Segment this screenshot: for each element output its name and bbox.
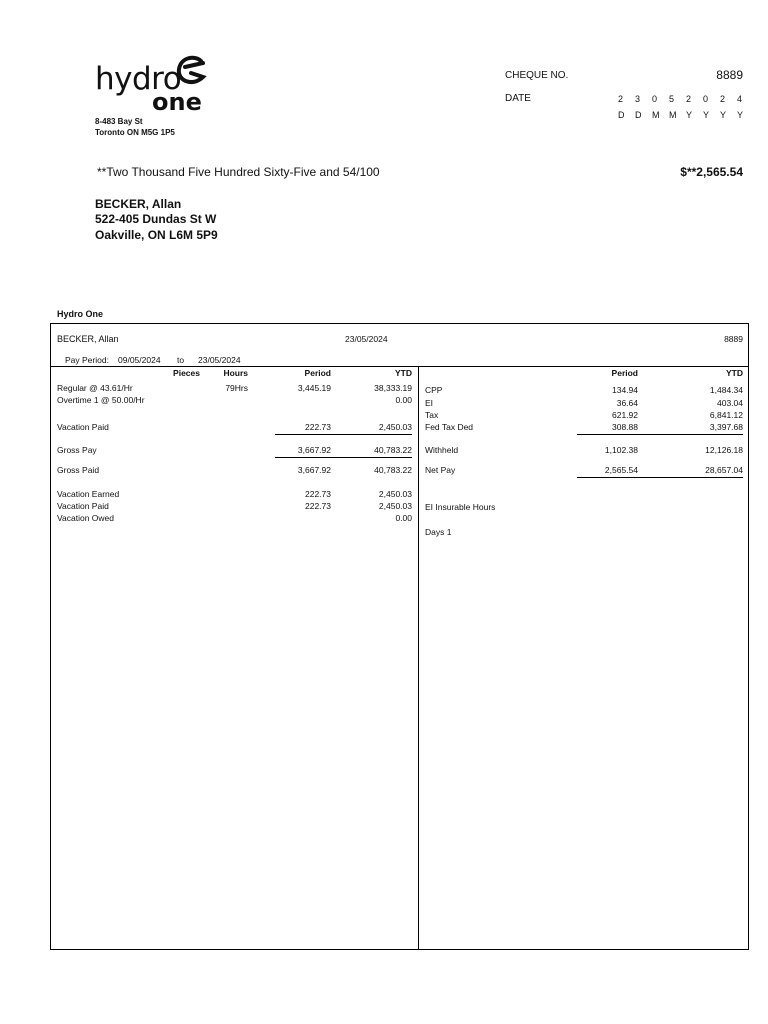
deduction-label: EI — [425, 398, 434, 408]
vacation-period: 222.73 — [305, 501, 331, 511]
vacation-period: 222.73 — [305, 489, 331, 499]
stub-column-divider — [418, 366, 419, 950]
subtotal-rule — [275, 457, 412, 458]
earning-label: Vacation Paid — [57, 422, 109, 432]
company-address-line1: 8-483 Bay St — [95, 117, 143, 126]
vacation-label: Vacation Owed — [57, 513, 115, 523]
date-format-letter: Y — [686, 110, 693, 120]
deduction-label: CPP — [425, 385, 443, 395]
earning-hours: 79Hrs — [225, 383, 248, 393]
earning-label: Gross Paid — [57, 465, 100, 475]
deduction-ytd: 12,126.18 — [705, 445, 743, 455]
earning-label: Regular @ 43.61/Hr — [57, 383, 133, 393]
cheque-amount: $**2,565.54 — [680, 165, 743, 179]
pay-stub-box — [50, 323, 749, 950]
stub-company-name: Hydro One — [57, 309, 104, 319]
date-format-letter: Y — [737, 110, 744, 120]
earning-ytd: 2,450.03 — [378, 422, 412, 432]
earning-ytd: 40,783.22 — [374, 465, 412, 475]
date-format-letter: M — [652, 110, 660, 120]
vacation-ytd: 2,450.03 — [378, 501, 412, 511]
deduction-label: Fed Tax Ded — [425, 422, 474, 432]
earning-period: 3,667.92 — [297, 445, 331, 455]
company-logo — [95, 55, 215, 117]
date-digit: 3 — [635, 94, 641, 104]
logo-text-one: one — [152, 88, 202, 116]
date-format-letter: M — [669, 110, 677, 120]
stub-date: 23/05/2024 — [345, 334, 388, 344]
earning-period: 3,667.92 — [297, 465, 331, 475]
header-right-period: Period — [611, 368, 638, 378]
earning-label: Overtime 1 @ 50.00/Hr — [57, 395, 145, 405]
header-right-ytd: YTD — [726, 368, 743, 378]
earning-ytd: 40,783.22 — [374, 445, 412, 455]
deduction-ytd: 403.04 — [717, 398, 743, 408]
header-ytd: YTD — [395, 368, 412, 378]
cheque-number-label: CHEQUE NO. — [505, 70, 569, 81]
earning-period: 222.73 — [305, 422, 331, 432]
cheque-number: 8889 — [716, 68, 743, 82]
vacation-ytd: 0.00 — [395, 513, 412, 523]
date-label: DATE — [505, 93, 531, 104]
deduction-label: Withheld — [425, 445, 459, 455]
pay-period-from: 09/05/2024 — [118, 355, 161, 365]
vacation-label: Vacation Earned — [57, 489, 120, 499]
deduction-total-rule — [577, 434, 743, 435]
net-pay-rule — [577, 477, 743, 478]
amount-in-words: **Two Thousand Five Hundred Sixty-Five and 54/100 — [97, 165, 380, 179]
header-hours: Hours — [223, 368, 248, 378]
earning-label: Gross Pay — [57, 445, 97, 455]
deduction-period: 308.88 — [612, 422, 638, 432]
days-label: Days 1 — [425, 527, 452, 537]
date-digit: 2 — [720, 94, 726, 104]
stub-employee-name: BECKER, Allan — [57, 334, 119, 344]
date-digit: 4 — [737, 94, 743, 104]
header-period: Period — [304, 368, 331, 378]
payee-address-line2: Oakville, ON L6M 5P9 — [95, 228, 218, 242]
deduction-ytd: 1,484.34 — [709, 385, 743, 395]
deduction-label: Tax — [425, 410, 439, 420]
company-address-line2: Toronto ON M5G 1P5 — [95, 128, 175, 137]
vacation-ytd: 2,450.03 — [378, 489, 412, 499]
stub-header-divider — [50, 366, 749, 367]
earning-ytd: 0.00 — [395, 395, 412, 405]
date-digit: 2 — [618, 94, 624, 104]
earning-ytd: 38,333.19 — [374, 383, 412, 393]
vacation-label: Vacation Paid — [57, 501, 109, 511]
date-format-letter: D — [635, 110, 642, 120]
header-pieces: Pieces — [173, 368, 200, 378]
deduction-ytd: 28,657.04 — [705, 465, 743, 475]
deduction-ytd: 3,397.68 — [709, 422, 743, 432]
date-digit: 5 — [669, 94, 675, 104]
deduction-period: 2,565.54 — [604, 465, 638, 475]
deduction-period: 621.92 — [612, 410, 638, 420]
date-digit: 2 — [686, 94, 692, 104]
earning-period: 3,445.19 — [297, 383, 331, 393]
date-digit: 0 — [703, 94, 709, 104]
deduction-period: 36.64 — [616, 398, 638, 408]
date-digit: 0 — [652, 94, 658, 104]
pay-period-label: Pay Period: — [65, 355, 109, 365]
stub-cheque-number: 8889 — [724, 334, 743, 344]
date-digits — [618, 94, 746, 122]
date-format-letter: Y — [720, 110, 727, 120]
payee-address-line1: 522-405 Dundas St W — [95, 212, 217, 226]
date-format-letter: D — [618, 110, 625, 120]
payee-name: BECKER, Allan — [95, 197, 182, 211]
deduction-ytd: 6,841.12 — [709, 410, 743, 420]
pay-period-to: 23/05/2024 — [198, 355, 241, 365]
logo-text-hydro: hydro — [95, 61, 182, 97]
logo-swirl-icon — [171, 55, 211, 87]
subtotal-rule — [275, 434, 412, 435]
date-format-letter: Y — [703, 110, 710, 120]
deduction-label: Net Pay — [425, 465, 456, 475]
pay-period-to-label: to — [177, 355, 185, 365]
deduction-period: 1,102.38 — [604, 445, 638, 455]
ei-insurable-hours-label: EI Insurable Hours — [425, 502, 496, 512]
deduction-period: 134.94 — [612, 385, 638, 395]
